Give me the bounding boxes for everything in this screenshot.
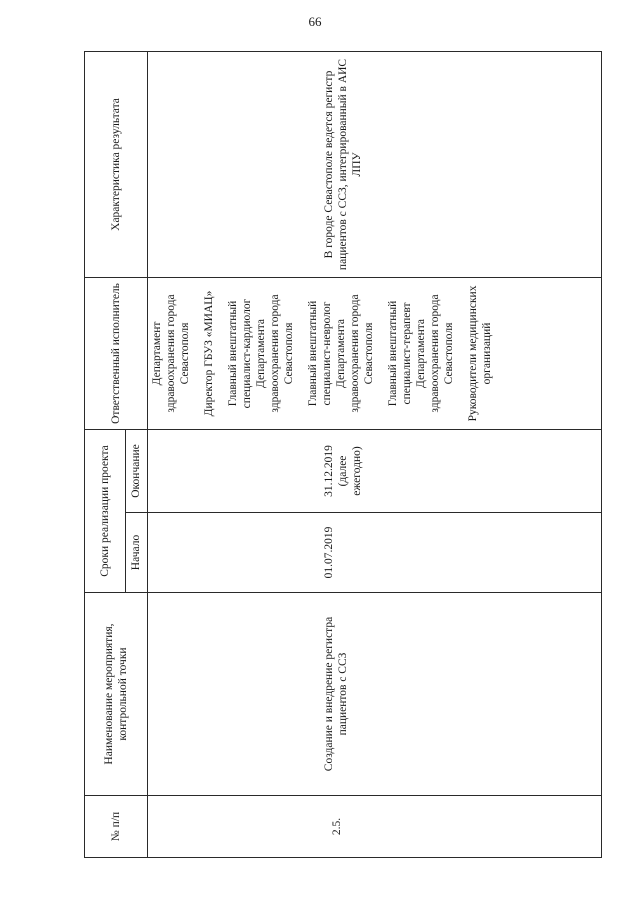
row-num: 2.5. (331, 817, 343, 836)
row-result-cell (148, 51, 602, 277)
header-result: Характеристика результата (85, 51, 148, 277)
page-number: 66 (308, 14, 322, 29)
executor-item: Главный внештатный специалист-невролог Департамента здравоохранения города Севастополя (307, 294, 376, 413)
executor-item: Главный внештатный специалист-терапевт Департамента здравоохранения города Севастополя (387, 294, 456, 413)
row-start: 01.07.2019 (323, 526, 335, 579)
row-num-cell (148, 796, 602, 858)
executor-item: Директор ГБУЗ «МИАЦ» (203, 290, 216, 417)
landscape-table-frame (84, 52, 602, 858)
header-start: Начало (126, 513, 148, 593)
header-end: Окончание (126, 429, 148, 512)
table-row (148, 51, 602, 857)
header-timeline: Сроки реализации проекта (85, 429, 126, 592)
rotated-table-container (84, 52, 602, 858)
row-start-cell (148, 513, 602, 593)
header-event-name: Наименование мероприятия, контрольной точки (85, 593, 148, 796)
row-name: Создание и внедрение регистра пациентов с ССЗ (323, 616, 350, 772)
row-result: В городе Севастополе ведется регистр пациентов с ССЗ, интегрированный в АИС ЛПУ (323, 58, 364, 271)
row-end-cell (148, 429, 602, 512)
executor-item: Департамент здравоохранения города Севастополя (151, 294, 192, 413)
header-num: № п/п (85, 796, 148, 858)
header-executor: Ответственный исполнитель (85, 277, 148, 429)
executor-item: Главный внештатный специалист-кардиолог Департамента здравоохранения города Севастополя (227, 294, 296, 413)
project-events-table (84, 51, 602, 858)
row-end: 31.12.2019 (далее ежегодно) (323, 445, 364, 497)
row-name-cell (148, 593, 602, 796)
row-executor-cell (148, 277, 602, 429)
executor-item: Руководители медицинских организаций (467, 285, 494, 422)
